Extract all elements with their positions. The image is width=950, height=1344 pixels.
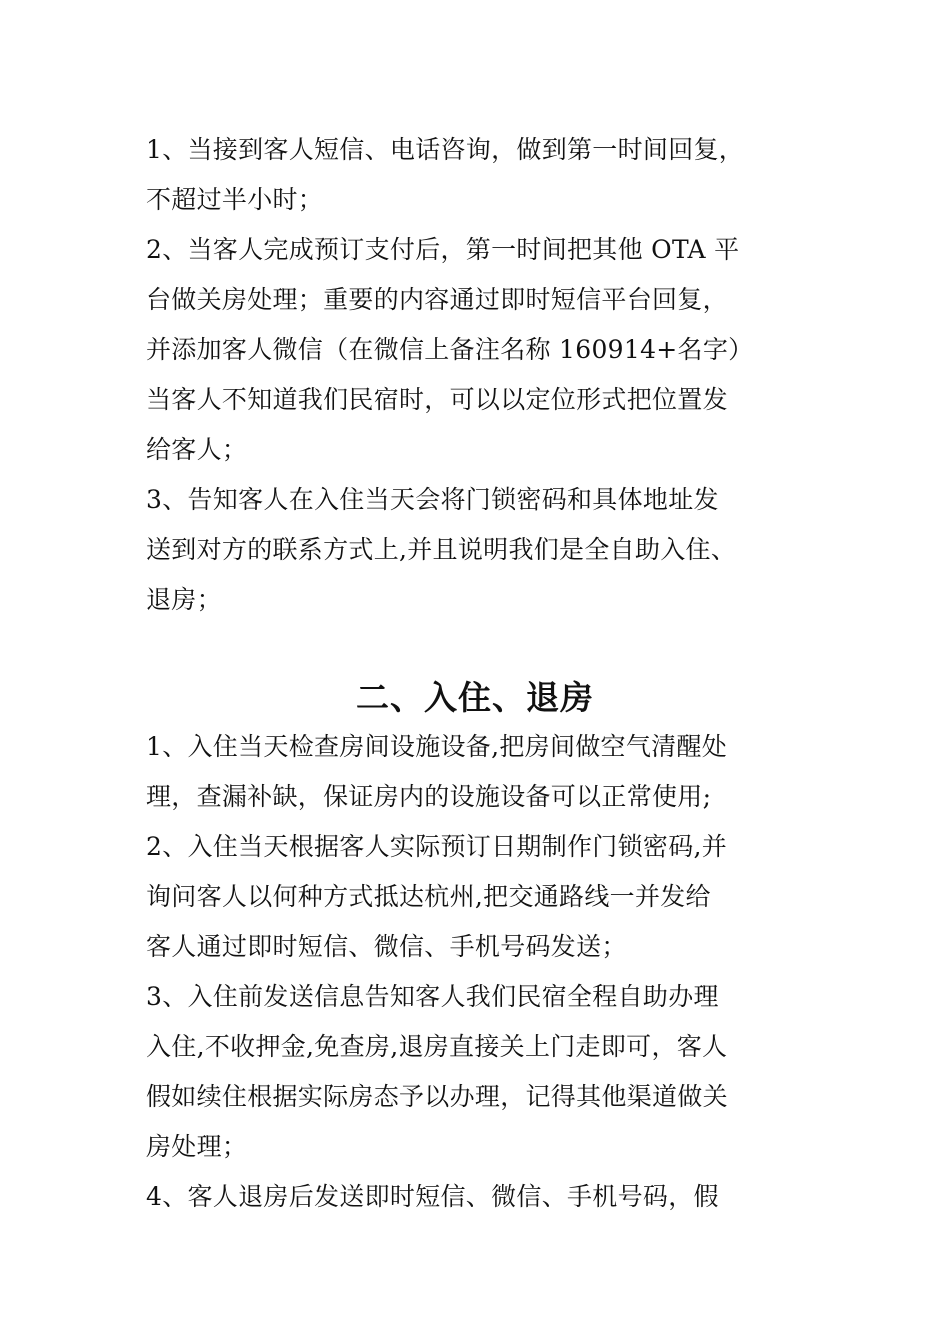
text-line: 询问客人以何种方式抵达杭州,把交通路线一并发给 (146, 882, 711, 911)
text-line: 送到对方的联系方式上,并且说明我们是全自助入住、 (146, 535, 737, 564)
text-line: 房处理； (146, 1132, 248, 1161)
text-line: 1、入住当天检查房间设施设备,把房间做空气清醒处 (146, 732, 728, 761)
text-line: 退房； (146, 585, 222, 614)
text-line: 台做关房处理；重要的内容通过即时短信平台回复， (146, 285, 728, 314)
text-line: 理，查漏补缺，保证房内的设施设备可以正常使用; (146, 782, 712, 811)
text-line: 1、当接到客人短信、电话咨询，做到第一时间回复， (146, 135, 745, 164)
text-line: 4、客人退房后发送即时短信、微信、手机号码，假 (146, 1182, 719, 1211)
text-line: 客人通过即时短信、微信、手机号码发送； (146, 932, 627, 961)
text-line: 给客人； (146, 435, 248, 464)
text-line: 入住,不收押金,免查房,退房直接关上门走即可，客人 (146, 1032, 728, 1061)
text-line: 当客人不知道我们民宿时，可以以定位形式把位置发 (146, 385, 728, 414)
text-line: 2、入住当天根据客人实际预订日期制作门锁密码,并 (146, 832, 728, 861)
text-line: 3、入住前发送信息告知客人我们民宿全程自助办理 (146, 982, 719, 1011)
text-line: 并添加客人微信（在微信上备注名称 160914+名字） (146, 335, 754, 364)
text-line: 假如续住根据实际房态予以办理，记得其他渠道做关 (146, 1082, 728, 1111)
section-heading: 二、入住、退房 (356, 678, 594, 717)
text-line: 3、告知客人在入住当天会将门锁密码和具体地址发 (146, 485, 719, 514)
text-line: 2、当客人完成预订支付后，第一时间把其他 OTA 平 (146, 235, 740, 264)
text-line: 不超过半小时； (146, 185, 324, 214)
